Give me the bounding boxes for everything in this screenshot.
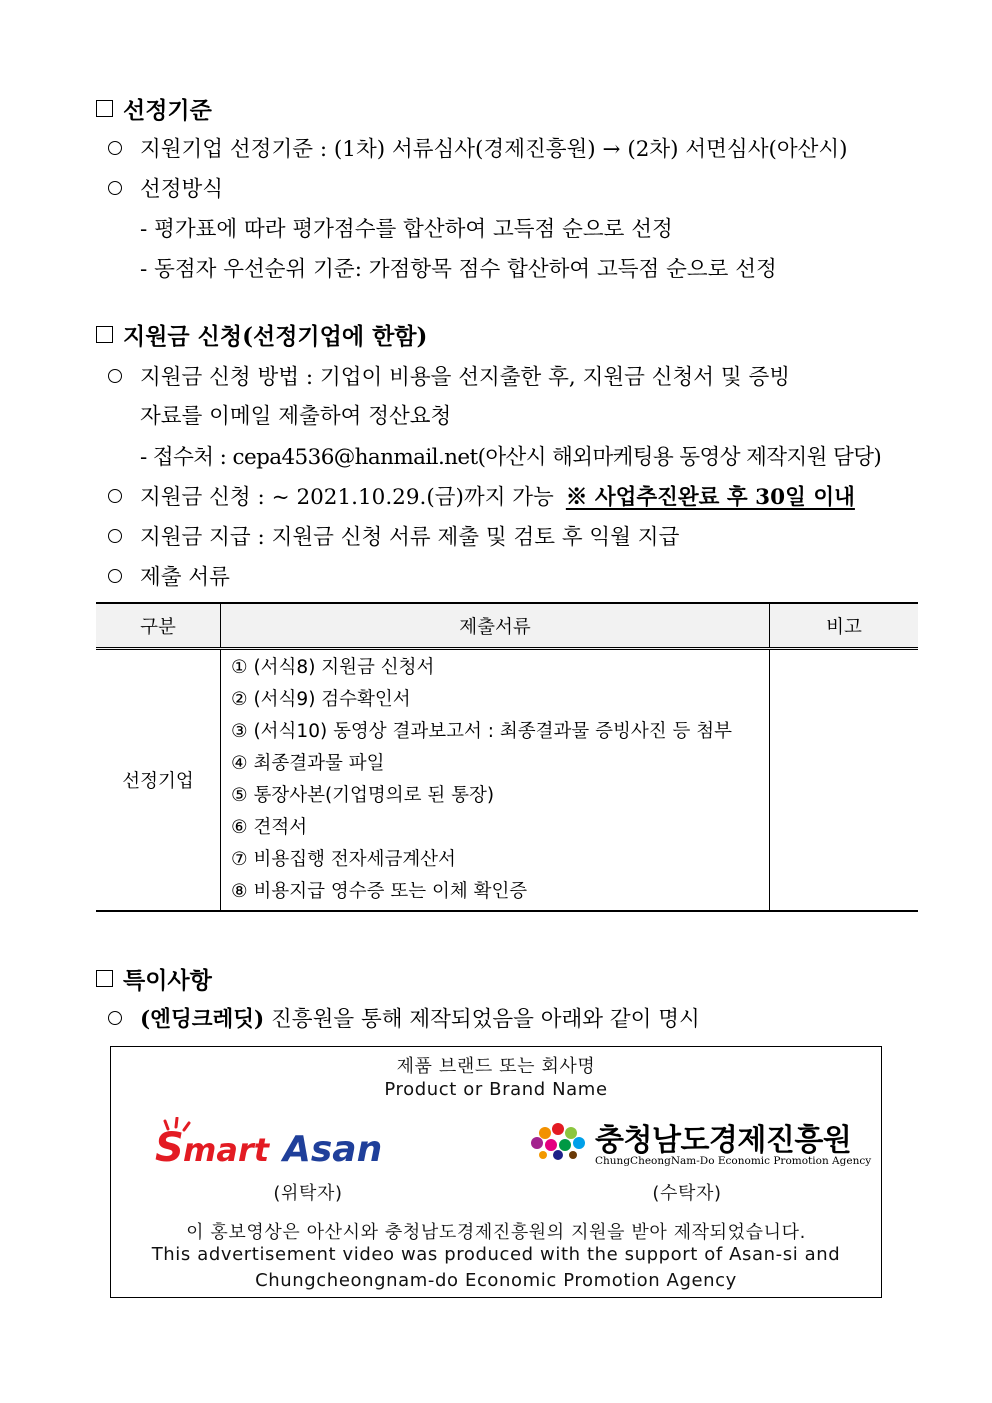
sub-item-contact: - 접수처 : cepa4536@hanmail.net(아산시 해외마케팅용 동영상 제작지원 담당): [140, 445, 882, 470]
list-item: ② (서식9) 검수확인서: [231, 689, 411, 710]
commissioner-label: (위탁자): [273, 1183, 343, 1204]
column-header-note: 비고: [770, 603, 919, 649]
bullet-application-method-continued: 자료를 이메일 제출하여 정산요청: [140, 404, 452, 429]
submission-documents-table: [96, 602, 918, 912]
bullet-grant-payment: 지원금 지급 : 지원금 신청 서류 제출 및 검토 후 익월 지급: [108, 520, 679, 551]
credit-statement-english-1: This advertisement video was produced with the support of Asan-si and: [151, 1244, 841, 1265]
square-bullet-icon: [96, 100, 113, 117]
circle-bullet-icon: [108, 141, 122, 155]
documents-cell: [221, 649, 770, 912]
list-item: ③ (서식10) 동영상 결과보고서 : 최종결과물 증빙사진 등 첨부: [231, 721, 733, 742]
list-item: ⑧ 비용지급 영수증 또는 이체 확인증: [231, 881, 528, 902]
table-header-row: [96, 603, 918, 649]
circle-bullet-icon: [108, 1011, 122, 1025]
bullet-submission-documents: 제출 서류: [108, 560, 230, 591]
list-item: ⑦ 비용집행 전자세금계산서: [231, 849, 456, 870]
credit-statement-english-2: Chungcheongnam-do Economic Promotion Agency: [255, 1270, 737, 1291]
list-item: ④ 최종결과물 파일: [231, 753, 385, 774]
brand-label-english: Product or Brand Name: [384, 1079, 608, 1100]
circle-bullet-icon: [108, 529, 122, 543]
note-cell: [770, 649, 919, 912]
sub-item-tie-break: - 동점자 우선순위 기준: 가점항목 점수 합산하여 고득점 순으로 선정: [140, 257, 777, 282]
list-item: ⑤ 통장사본(기업명의로 된 통장): [231, 785, 495, 806]
section-title: 지원금 신청(선정기업에 한함): [123, 323, 428, 350]
bullet-selection-method: 선정방식: [108, 172, 223, 203]
circle-bullet-icon: [108, 369, 122, 383]
circle-bullet-icon: [108, 489, 122, 503]
contractor-label: (수탁자): [652, 1183, 722, 1204]
smart-asan-logo: [155, 1117, 455, 1173]
list-item: ⑥ 견적서: [231, 817, 308, 838]
bullet-application-deadline: 지원금 신청 : ~ 2021.10.29.(금)까지 가능 ※ 사업추진완료 후 30일 이내: [108, 480, 855, 511]
svg-text:mart: mart: [183, 1131, 270, 1169]
square-bullet-icon: [96, 970, 113, 987]
bullet-selection-standard: 지원기업 선정기준 : (1차) 서류심사(경제진흥원) → (2차) 서면심사(아산시): [108, 132, 848, 163]
section-heading-selection-criteria: [96, 92, 212, 125]
section-heading-special-notes: [96, 962, 212, 995]
table-row: [96, 649, 918, 912]
svg-text:S: S: [155, 1125, 184, 1169]
bullet-application-method: 지원금 신청 방법 : 기업이 비용을 선지출한 후, 지원금 신청서 및 증빙: [108, 360, 790, 391]
column-header-documents: 제출서류: [221, 603, 770, 649]
bullet-ending-credit: (엔딩크레딧) 진흥원을 통해 제작되었음을 아래와 같이 명시: [108, 1002, 700, 1033]
credit-statement-korean: 이 홍보영상은 아산시와 충청남도경제진흥원의 지원을 받아 제작되었습니다.: [186, 1222, 806, 1243]
list-item: ① (서식8) 지원금 신청서: [231, 657, 435, 678]
ending-credit-sample: [110, 1046, 882, 1298]
deadline-emphasis: ※ 사업추진완료 후 30일 이내: [565, 485, 855, 510]
flower-emblem-icon: [525, 1119, 591, 1163]
circle-bullet-icon: [108, 569, 122, 583]
column-header-category: 구분: [96, 603, 221, 649]
section-title: 선정기준: [123, 97, 212, 124]
agency-english-name: ChungCheongNam-Do Economic Promotion Agency: [595, 1155, 872, 1167]
brand-label-korean: 제품 브랜드 또는 회사명: [396, 1056, 596, 1077]
section-heading-grant-application: [96, 318, 427, 351]
sub-item-evaluation: - 평가표에 따라 평가점수를 합산하여 고득점 순으로 선정: [140, 217, 673, 242]
square-bullet-icon: [96, 326, 113, 343]
svg-text:Asan: Asan: [283, 1129, 383, 1169]
category-cell: 선정기업: [96, 649, 221, 912]
agency-name: 충청남도경제진흥원: [595, 1123, 852, 1158]
circle-bullet-icon: [108, 181, 122, 195]
section-title: 특이사항: [123, 967, 212, 994]
